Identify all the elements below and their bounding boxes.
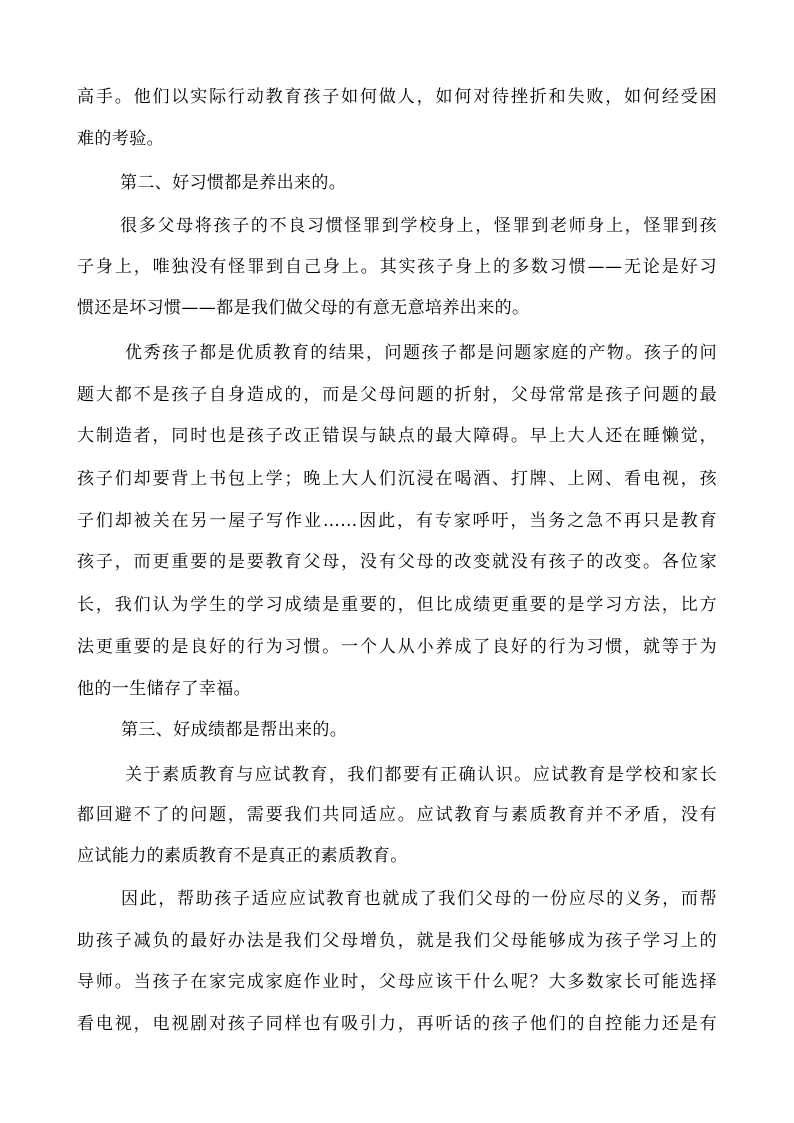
text-line: 都回避不了的问题，需要我们共同适应。应试教育与素质教育并不矛盾，没有: [77, 805, 717, 825]
text-line: 很多父母将孩子的不良习惯怪罪到学校身上，怪罪到老师身上，怪罪到孩: [120, 216, 717, 236]
text-line: 大制造者，同时也是孩子改正错误与缺点的最大障碍。早上大人还在睡懒觉，: [77, 426, 717, 446]
text-line: 看电视，电视剧对孩子同样也有吸引力，再听话的孩子他们的自控能力还是有: [77, 1014, 717, 1034]
text-line: 子们却被关在另一屋子写作业……因此，有专家呼吁，当务之急不再只是教育: [77, 511, 717, 531]
text-line: 孩子们却要背上书包上学；晚上大人们沉浸在喝酒、打牌、上网、看电视，孩: [77, 469, 717, 489]
text-line: 导师。当孩子在家完成家庭作业时，父母应该干什么呢？大多数家长可能选择: [77, 972, 717, 992]
text-line: 因此，帮助孩子适应应试教育也就成了我们父母的一份应尽的义务，而帮: [121, 889, 717, 909]
text-line: 关于素质教育与应试教育，我们都要有正确认识。应试教育是学校和家长: [125, 765, 717, 785]
text-line: 子身上，唯独没有怪罪到自己身上。其实孩子身上的多数习惯——无论是好习: [77, 257, 717, 277]
text-line: 孩子，而更重要的是要教育父母，没有父母的改变就没有孩子的改变。各位家: [77, 552, 717, 572]
section-heading: 第二、好习惯都是养出来的。: [120, 173, 347, 193]
text-line: 他的一生储存了幸福。: [77, 679, 251, 699]
text-line: 高手。他们以实际行动教育孩子如何做人，如何对待挫折和失败，如何经受困: [77, 87, 717, 107]
text-line: 应试能力的素质教育不是真正的素质教育。: [77, 846, 408, 866]
text-line: 惯还是坏习惯——都是我们做父母的有意无意培养出来的。: [77, 298, 530, 318]
text-line: 法更重要的是良好的行为习惯。一个人从小养成了良好的行为习惯，就等于为: [77, 637, 717, 657]
text-line: 助孩子减负的最好办法是我们父母增负，就是我们父母能够成为孩子学习上的: [77, 931, 717, 951]
text-line: 长，我们认为学生的学习成绩是重要的，但比成绩更重要的是学习方法，比方: [77, 595, 717, 615]
text-line: 题大都不是孩子自身造成的，而是父母问题的折射，父母常常是孩子问题的最: [77, 385, 717, 405]
text-line: 难的考验。: [77, 129, 164, 149]
section-heading: 第三、好成绩都是帮出来的。: [121, 720, 348, 740]
text-line: 优秀孩子都是优质教育的结果，问题孩子都是问题家庭的产物。孩子的问: [125, 343, 717, 363]
